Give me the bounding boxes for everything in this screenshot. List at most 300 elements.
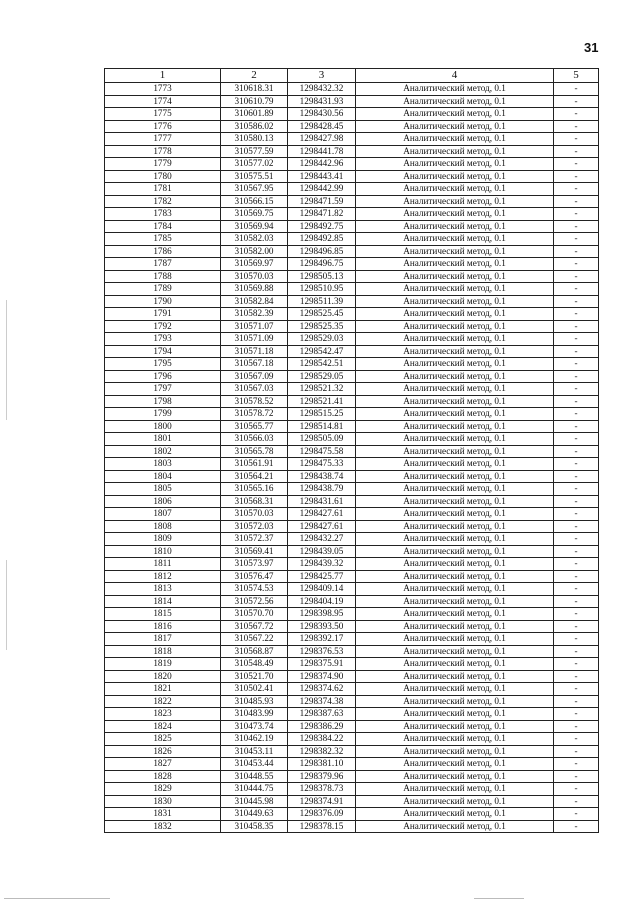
bottom-scan-mark (4, 898, 110, 899)
note-cell: - (554, 220, 599, 233)
note-cell: - (554, 770, 599, 783)
x-coordinate-cell: 310575.51 (221, 170, 288, 183)
left-edge-mark (6, 560, 7, 650)
x-coordinate-cell: 310483.99 (221, 708, 288, 721)
x-coordinate-cell: 310568.87 (221, 645, 288, 658)
x-coordinate-cell: 310566.03 (221, 433, 288, 446)
method-cell: Аналитический метод, 0.1 (356, 470, 554, 483)
method-cell: Аналитический метод, 0.1 (356, 170, 554, 183)
point-number-cell: 1815 (105, 608, 221, 621)
x-coordinate-cell: 310574.53 (221, 583, 288, 596)
table-body (105, 83, 599, 833)
x-coordinate-cell: 310571.07 (221, 320, 288, 333)
x-coordinate-cell: 310458.35 (221, 820, 288, 833)
x-coordinate-cell: 310569.41 (221, 545, 288, 558)
y-coordinate-cell: 1298374.62 (288, 683, 356, 696)
table-row (105, 783, 599, 796)
note-cell: - (554, 195, 599, 208)
y-coordinate-cell: 1298374.90 (288, 670, 356, 683)
point-number-cell: 1821 (105, 683, 221, 696)
point-number-cell: 1826 (105, 745, 221, 758)
x-coordinate-cell: 310582.00 (221, 245, 288, 258)
note-cell: - (554, 508, 599, 521)
y-coordinate-cell: 1298521.32 (288, 383, 356, 396)
table-row (105, 245, 599, 258)
x-coordinate-cell: 310610.79 (221, 95, 288, 108)
method-cell: Аналитический метод, 0.1 (356, 608, 554, 621)
method-cell: Аналитический метод, 0.1 (356, 758, 554, 771)
x-coordinate-cell: 310578.52 (221, 395, 288, 408)
point-number-cell: 1806 (105, 495, 221, 508)
note-cell: - (554, 495, 599, 508)
note-cell: - (554, 370, 599, 383)
x-coordinate-cell: 310567.09 (221, 370, 288, 383)
x-coordinate-cell: 310586.02 (221, 120, 288, 133)
x-coordinate-cell: 310572.56 (221, 595, 288, 608)
note-cell: - (554, 258, 599, 271)
method-cell: Аналитический метод, 0.1 (356, 770, 554, 783)
point-number-cell: 1811 (105, 558, 221, 571)
method-cell: Аналитический метод, 0.1 (356, 483, 554, 496)
table-row (105, 770, 599, 783)
point-number-cell: 1788 (105, 270, 221, 283)
table-row (105, 195, 599, 208)
x-coordinate-cell: 310580.13 (221, 133, 288, 146)
y-coordinate-cell: 1298428.45 (288, 120, 356, 133)
table-row (105, 308, 599, 321)
x-coordinate-cell: 310582.03 (221, 233, 288, 246)
method-cell: Аналитический метод, 0.1 (356, 158, 554, 171)
note-cell: - (554, 795, 599, 808)
method-cell: Аналитический метод, 0.1 (356, 570, 554, 583)
x-coordinate-cell: 310577.59 (221, 145, 288, 158)
note-cell: - (554, 283, 599, 296)
table-row (105, 458, 599, 471)
point-number-cell: 1794 (105, 345, 221, 358)
y-coordinate-cell: 1298374.38 (288, 695, 356, 708)
method-cell: Аналитический метод, 0.1 (356, 408, 554, 421)
note-cell: - (554, 295, 599, 308)
method-cell: Аналитический метод, 0.1 (356, 308, 554, 321)
note-cell: - (554, 483, 599, 496)
bottom-scan-mark (474, 898, 524, 899)
method-cell: Аналитический метод, 0.1 (356, 145, 554, 158)
table-row (105, 108, 599, 121)
note-cell: - (554, 95, 599, 108)
point-number-cell: 1796 (105, 370, 221, 383)
y-coordinate-cell: 1298427.98 (288, 133, 356, 146)
point-number-cell: 1776 (105, 120, 221, 133)
point-number-cell: 1781 (105, 183, 221, 196)
method-cell: Аналитический метод, 0.1 (356, 445, 554, 458)
note-cell: - (554, 558, 599, 571)
method-cell: Аналитический метод, 0.1 (356, 733, 554, 746)
x-coordinate-cell: 310572.37 (221, 533, 288, 546)
point-number-cell: 1787 (105, 258, 221, 271)
note-cell: - (554, 145, 599, 158)
note-cell: - (554, 645, 599, 658)
x-coordinate-cell: 310601.89 (221, 108, 288, 121)
note-cell: - (554, 733, 599, 746)
point-number-cell: 1829 (105, 783, 221, 796)
note-cell: - (554, 395, 599, 408)
x-coordinate-cell: 310578.72 (221, 408, 288, 421)
method-cell: Аналитический метод, 0.1 (356, 645, 554, 658)
table-row (105, 95, 599, 108)
x-coordinate-cell: 310567.95 (221, 183, 288, 196)
table-row (105, 445, 599, 458)
point-number-cell: 1823 (105, 708, 221, 721)
note-cell: - (554, 245, 599, 258)
y-coordinate-cell: 1298529.05 (288, 370, 356, 383)
y-coordinate-cell: 1298471.82 (288, 208, 356, 221)
point-number-cell: 1778 (105, 145, 221, 158)
point-number-cell: 1789 (105, 283, 221, 296)
table-row (105, 745, 599, 758)
table-row (105, 645, 599, 658)
note-cell: - (554, 433, 599, 446)
y-coordinate-cell: 1298496.85 (288, 245, 356, 258)
page-number: 31 (584, 40, 599, 55)
point-number-cell: 1812 (105, 570, 221, 583)
note-cell: - (554, 458, 599, 471)
x-coordinate-cell: 310582.84 (221, 295, 288, 308)
y-coordinate-cell: 1298378.15 (288, 820, 356, 833)
x-coordinate-cell: 310462.19 (221, 733, 288, 746)
point-number-cell: 1825 (105, 733, 221, 746)
method-cell: Аналитический метод, 0.1 (356, 333, 554, 346)
y-coordinate-cell: 1298392.17 (288, 633, 356, 646)
method-cell: Аналитический метод, 0.1 (356, 120, 554, 133)
x-coordinate-cell: 310577.02 (221, 158, 288, 171)
note-cell: - (554, 570, 599, 583)
note-cell: - (554, 170, 599, 183)
method-cell: Аналитический метод, 0.1 (356, 245, 554, 258)
y-coordinate-cell: 1298376.53 (288, 645, 356, 658)
point-number-cell: 1783 (105, 208, 221, 221)
method-cell: Аналитический метод, 0.1 (356, 683, 554, 696)
table-row (105, 258, 599, 271)
method-cell: Аналитический метод, 0.1 (356, 208, 554, 221)
note-cell: - (554, 158, 599, 171)
note-cell: - (554, 658, 599, 671)
y-coordinate-cell: 1298542.47 (288, 345, 356, 358)
y-coordinate-cell: 1298386.29 (288, 720, 356, 733)
x-coordinate-cell: 310566.15 (221, 195, 288, 208)
table-row (105, 420, 599, 433)
note-cell: - (554, 808, 599, 821)
table-row (105, 758, 599, 771)
table-row (105, 395, 599, 408)
y-coordinate-cell: 1298438.79 (288, 483, 356, 496)
method-cell: Аналитический метод, 0.1 (356, 520, 554, 533)
note-cell: - (554, 420, 599, 433)
table-row (105, 170, 599, 183)
note-cell: - (554, 358, 599, 371)
note-cell: - (554, 108, 599, 121)
x-coordinate-cell: 310570.03 (221, 508, 288, 521)
header-cell: 4 (356, 69, 554, 83)
table-row (105, 620, 599, 633)
point-number-cell: 1790 (105, 295, 221, 308)
point-number-cell: 1809 (105, 533, 221, 546)
table-row (105, 295, 599, 308)
x-coordinate-cell: 310568.31 (221, 495, 288, 508)
y-coordinate-cell: 1298375.91 (288, 658, 356, 671)
x-coordinate-cell: 310569.94 (221, 220, 288, 233)
note-cell: - (554, 120, 599, 133)
method-cell: Аналитический метод, 0.1 (356, 433, 554, 446)
table-row (105, 495, 599, 508)
point-number-cell: 1803 (105, 458, 221, 471)
y-coordinate-cell: 1298515.25 (288, 408, 356, 421)
table-row (105, 545, 599, 558)
method-cell: Аналитический метод, 0.1 (356, 583, 554, 596)
y-coordinate-cell: 1298398.95 (288, 608, 356, 621)
x-coordinate-cell: 310565.78 (221, 445, 288, 458)
y-coordinate-cell: 1298496.75 (288, 258, 356, 271)
note-cell: - (554, 183, 599, 196)
point-number-cell: 1791 (105, 308, 221, 321)
table-row (105, 720, 599, 733)
table-row (105, 508, 599, 521)
point-number-cell: 1802 (105, 445, 221, 458)
x-coordinate-cell: 310502.41 (221, 683, 288, 696)
point-number-cell: 1780 (105, 170, 221, 183)
x-coordinate-cell: 310445.98 (221, 795, 288, 808)
y-coordinate-cell: 1298431.93 (288, 95, 356, 108)
note-cell: - (554, 470, 599, 483)
left-edge-mark (6, 300, 7, 420)
x-coordinate-cell: 310567.72 (221, 620, 288, 633)
x-coordinate-cell: 310576.47 (221, 570, 288, 583)
table-row (105, 683, 599, 696)
method-cell: Аналитический метод, 0.1 (356, 783, 554, 796)
x-coordinate-cell: 310582.39 (221, 308, 288, 321)
y-coordinate-cell: 1298427.61 (288, 508, 356, 521)
y-coordinate-cell: 1298492.75 (288, 220, 356, 233)
point-number-cell: 1832 (105, 820, 221, 833)
point-number-cell: 1775 (105, 108, 221, 121)
note-cell: - (554, 408, 599, 421)
method-cell: Аналитический метод, 0.1 (356, 633, 554, 646)
table-row (105, 208, 599, 221)
x-coordinate-cell: 310572.03 (221, 520, 288, 533)
point-number-cell: 1801 (105, 433, 221, 446)
point-number-cell: 1810 (105, 545, 221, 558)
table-row (105, 345, 599, 358)
x-coordinate-cell: 310448.55 (221, 770, 288, 783)
y-coordinate-cell: 1298404.19 (288, 595, 356, 608)
y-coordinate-cell: 1298505.09 (288, 433, 356, 446)
table-row (105, 233, 599, 246)
method-cell: Аналитический метод, 0.1 (356, 745, 554, 758)
y-coordinate-cell: 1298384.22 (288, 733, 356, 746)
note-cell: - (554, 545, 599, 558)
table-row (105, 408, 599, 421)
y-coordinate-cell: 1298409.14 (288, 583, 356, 596)
header-cell: 2 (221, 69, 288, 83)
note-cell: - (554, 345, 599, 358)
note-cell: - (554, 208, 599, 221)
method-cell: Аналитический метод, 0.1 (356, 108, 554, 121)
table-row (105, 220, 599, 233)
y-coordinate-cell: 1298439.05 (288, 545, 356, 558)
y-coordinate-cell: 1298374.91 (288, 795, 356, 808)
x-coordinate-cell: 310618.31 (221, 83, 288, 96)
point-number-cell: 1814 (105, 595, 221, 608)
point-number-cell: 1817 (105, 633, 221, 646)
method-cell: Аналитический метод, 0.1 (356, 395, 554, 408)
table-row (105, 533, 599, 546)
x-coordinate-cell: 310571.09 (221, 333, 288, 346)
table-row (105, 333, 599, 346)
method-cell: Аналитический метод, 0.1 (356, 720, 554, 733)
y-coordinate-cell: 1298387.63 (288, 708, 356, 721)
point-number-cell: 1824 (105, 720, 221, 733)
table-row (105, 433, 599, 446)
y-coordinate-cell: 1298511.39 (288, 295, 356, 308)
table-row (105, 383, 599, 396)
y-coordinate-cell: 1298382.32 (288, 745, 356, 758)
method-cell: Аналитический метод, 0.1 (356, 320, 554, 333)
note-cell: - (554, 445, 599, 458)
point-number-cell: 1773 (105, 83, 221, 96)
method-cell: Аналитический метод, 0.1 (356, 233, 554, 246)
x-coordinate-cell: 310567.22 (221, 633, 288, 646)
note-cell: - (554, 320, 599, 333)
table-row (105, 808, 599, 821)
y-coordinate-cell: 1298442.96 (288, 158, 356, 171)
y-coordinate-cell: 1298475.58 (288, 445, 356, 458)
y-coordinate-cell: 1298475.33 (288, 458, 356, 471)
method-cell: Аналитический метод, 0.1 (356, 370, 554, 383)
point-number-cell: 1786 (105, 245, 221, 258)
x-coordinate-cell: 310564.21 (221, 470, 288, 483)
method-cell: Аналитический метод, 0.1 (356, 220, 554, 233)
table-row (105, 270, 599, 283)
method-cell: Аналитический метод, 0.1 (356, 595, 554, 608)
method-cell: Аналитический метод, 0.1 (356, 420, 554, 433)
method-cell: Аналитический метод, 0.1 (356, 695, 554, 708)
table-row (105, 608, 599, 621)
table-row (105, 145, 599, 158)
method-cell: Аналитический метод, 0.1 (356, 808, 554, 821)
point-number-cell: 1808 (105, 520, 221, 533)
table-row (105, 595, 599, 608)
x-coordinate-cell: 310569.88 (221, 283, 288, 296)
method-cell: Аналитический метод, 0.1 (356, 358, 554, 371)
table-row (105, 695, 599, 708)
coordinates-table (104, 68, 599, 833)
y-coordinate-cell: 1298525.35 (288, 320, 356, 333)
note-cell: - (554, 695, 599, 708)
table-row (105, 658, 599, 671)
table-row (105, 795, 599, 808)
y-coordinate-cell: 1298376.09 (288, 808, 356, 821)
method-cell: Аналитический метод, 0.1 (356, 183, 554, 196)
y-coordinate-cell: 1298432.27 (288, 533, 356, 546)
x-coordinate-cell: 310453.11 (221, 745, 288, 758)
note-cell: - (554, 308, 599, 321)
table-row (105, 158, 599, 171)
point-number-cell: 1827 (105, 758, 221, 771)
method-cell: Аналитический метод, 0.1 (356, 283, 554, 296)
x-coordinate-cell: 310567.18 (221, 358, 288, 371)
y-coordinate-cell: 1298432.32 (288, 83, 356, 96)
table-row (105, 470, 599, 483)
table-row (105, 83, 599, 96)
note-cell: - (554, 333, 599, 346)
y-coordinate-cell: 1298525.45 (288, 308, 356, 321)
y-coordinate-cell: 1298425.77 (288, 570, 356, 583)
point-number-cell: 1779 (105, 158, 221, 171)
method-cell: Аналитический метод, 0.1 (356, 533, 554, 546)
point-number-cell: 1822 (105, 695, 221, 708)
point-number-cell: 1828 (105, 770, 221, 783)
note-cell: - (554, 745, 599, 758)
note-cell: - (554, 583, 599, 596)
y-coordinate-cell: 1298492.85 (288, 233, 356, 246)
y-coordinate-cell: 1298521.41 (288, 395, 356, 408)
point-number-cell: 1807 (105, 508, 221, 521)
x-coordinate-cell: 310548.49 (221, 658, 288, 671)
table-header-row (105, 69, 599, 83)
table-row (105, 633, 599, 646)
point-number-cell: 1813 (105, 583, 221, 596)
method-cell: Аналитический метод, 0.1 (356, 708, 554, 721)
x-coordinate-cell: 310521.70 (221, 670, 288, 683)
note-cell: - (554, 820, 599, 833)
note-cell: - (554, 233, 599, 246)
table-row (105, 133, 599, 146)
y-coordinate-cell: 1298505.13 (288, 270, 356, 283)
x-coordinate-cell: 310565.77 (221, 420, 288, 433)
header-cell: 5 (554, 69, 599, 83)
x-coordinate-cell: 310569.75 (221, 208, 288, 221)
note-cell: - (554, 383, 599, 396)
table-row (105, 670, 599, 683)
x-coordinate-cell: 310453.44 (221, 758, 288, 771)
table-row (105, 820, 599, 833)
point-number-cell: 1785 (105, 233, 221, 246)
point-number-cell: 1795 (105, 358, 221, 371)
y-coordinate-cell: 1298442.99 (288, 183, 356, 196)
method-cell: Аналитический метод, 0.1 (356, 795, 554, 808)
y-coordinate-cell: 1298381.10 (288, 758, 356, 771)
note-cell: - (554, 708, 599, 721)
method-cell: Аналитический метод, 0.1 (356, 345, 554, 358)
method-cell: Аналитический метод, 0.1 (356, 270, 554, 283)
x-coordinate-cell: 310570.03 (221, 270, 288, 283)
table-row (105, 120, 599, 133)
note-cell: - (554, 670, 599, 683)
table-row (105, 283, 599, 296)
x-coordinate-cell: 310573.97 (221, 558, 288, 571)
y-coordinate-cell: 1298443.41 (288, 170, 356, 183)
note-cell: - (554, 620, 599, 633)
table-row (105, 558, 599, 571)
method-cell: Аналитический метод, 0.1 (356, 820, 554, 833)
method-cell: Аналитический метод, 0.1 (356, 495, 554, 508)
note-cell: - (554, 133, 599, 146)
point-number-cell: 1805 (105, 483, 221, 496)
note-cell: - (554, 783, 599, 796)
note-cell: - (554, 83, 599, 96)
x-coordinate-cell: 310571.18 (221, 345, 288, 358)
point-number-cell: 1831 (105, 808, 221, 821)
point-number-cell: 1800 (105, 420, 221, 433)
